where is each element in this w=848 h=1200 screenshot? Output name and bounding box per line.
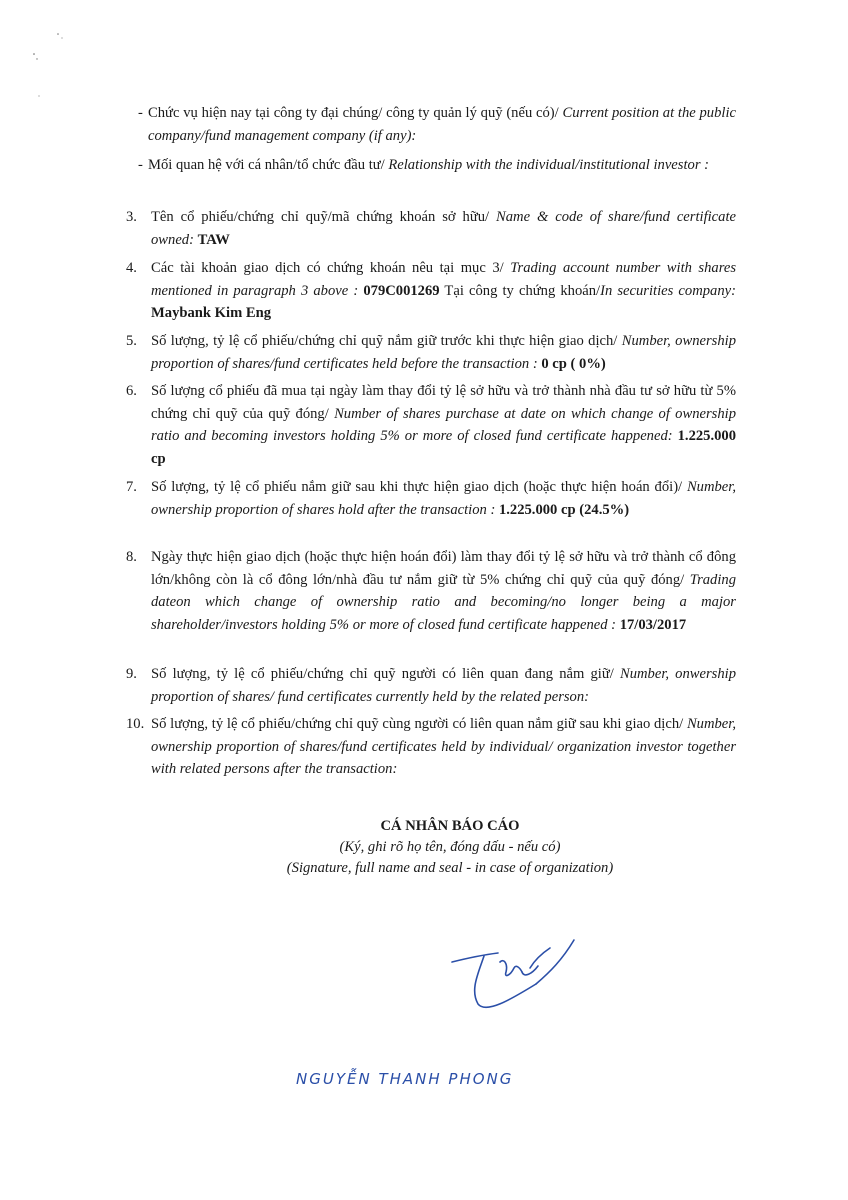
item-current-position-en: Current position at the public company/fund management company (if any): bbox=[148, 105, 736, 144]
item-4-en2: In securities company: bbox=[600, 282, 736, 299]
item-8-vn: Ngày thực hiện giao dịch (hoặc thực hiện hoán đổi) làm thay đổi tỷ lệ sở hữu và trở thành cổ đông lớn/không còn là cổ đông lớn/nhà đầu tư nắm giữ từ 5% chứng chỉ quỹ của quỹ đóng/ bbox=[151, 549, 736, 588]
item-5-number: 5. bbox=[126, 333, 137, 349]
handwritten-name-text: NGUYỄN THANH PHONG bbox=[296, 1070, 514, 1088]
item-7-vn: Số lượng, tỷ lệ cổ phiếu nắm giữ sau khi thực hiện giao dịch (hoặc thực hiện hoán đổi)/ bbox=[151, 479, 687, 495]
item-8-en: Trading dateon which change of ownership ratio and becoming/no longer being a major shareholder/investors holding 5% or more of closed fund certificate happened : bbox=[151, 571, 736, 633]
item-9 bbox=[126, 663, 736, 708]
item-9-en: Number, onwership proportion of shares/ fund certificates currently held by the related person: bbox=[151, 666, 736, 705]
item-10 bbox=[126, 713, 736, 781]
item-3-vn: Tên cổ phiếu/chứng chỉ quỹ/mã chứng khoán sở hữu/ bbox=[151, 209, 497, 225]
item-5 bbox=[126, 330, 736, 375]
item-6-en: Number of shares purchase at date on which change of ownership ratio and becoming investors holding 5% or more of closed fund certificate happened: bbox=[151, 405, 736, 444]
item-9-number: 9. bbox=[126, 666, 137, 682]
item-10-en: Number, ownership proportion of shares/fund certificates held by individual/ organization investor together with related persons after the transaction: bbox=[151, 716, 736, 777]
item-3-en: Name & code of share/fund certificate owned: bbox=[151, 209, 736, 248]
item-4-number: 4. bbox=[126, 260, 137, 276]
item-relationship-vn: Mối quan hệ với cá nhân/tổ chức đầu tư/ bbox=[148, 157, 389, 173]
signature-title: CÁ NHÂN BÁO CÁO bbox=[380, 818, 520, 834]
item-6-vn: Số lượng cổ phiếu đã mua tại ngày làm thay đổi tỷ lệ sở hữu và trở thành nhà đầu tư sở hữu từ 5% chứng chỉ quỹ của quỹ đóng/ bbox=[151, 383, 736, 422]
item-6-number: 6. bbox=[126, 383, 137, 399]
item-relationship-en: Relationship with the individual/institutional investor : bbox=[388, 157, 710, 173]
item-current-position-vn: Chức vụ hiện nay tại công ty đại chúng/ công ty quản lý quỹ (nếu có)/ bbox=[148, 105, 563, 121]
signature-block bbox=[230, 816, 670, 879]
item-7 bbox=[126, 476, 736, 521]
item-5-vn: Số lượng, tỷ lệ cổ phiếu/chứng chỉ quỹ nắm giữ trước khi thực hiện giao dịch/ bbox=[151, 333, 622, 349]
item-4 bbox=[126, 257, 736, 325]
item-4-company: Maybank Kim Eng bbox=[151, 305, 272, 321]
signature-note-en: (Signature, full name and seal - in case of organization) bbox=[286, 860, 614, 876]
item-3-number: 3. bbox=[126, 209, 137, 225]
item-3-value: TAW bbox=[197, 231, 230, 248]
item-6-value: 1.225.000 cp bbox=[151, 428, 736, 467]
signature-note-vn: (Ký, ghi rõ họ tên, đóng dấu - nếu có) bbox=[339, 839, 561, 855]
item-4-account: 079C001269 bbox=[363, 282, 440, 299]
item-8-number: 8. bbox=[126, 549, 137, 565]
item-6 bbox=[126, 380, 736, 470]
item-relationship: - Mối quan hệ với cá nhân/tổ chức đầu tư/ Relationship with the individual/institutional investor : bbox=[138, 157, 710, 173]
item-current-position: - Chức vụ hiện nay tại công ty đại chúng/ công ty quản lý quỹ (nếu có)/ Current position at the public company/fund management company (if any): bbox=[138, 105, 736, 144]
item-10-number: 10. bbox=[126, 716, 145, 732]
item-10-vn: Số lượng, tỷ lệ cổ phiếu/chứng chỉ quỹ cùng người có liên quan nắm giữ sau khi giao dịch/ bbox=[151, 716, 687, 732]
handwritten-signature bbox=[440, 928, 600, 1018]
item-7-en: Number, ownership proportion of shares hold after the transaction : bbox=[151, 479, 736, 518]
item-4-vn: Các tài khoản giao dịch có chứng khoán nêu tại mục 3/ bbox=[151, 260, 511, 276]
item-8 bbox=[126, 546, 736, 636]
handwritten-name bbox=[292, 1058, 572, 1098]
item-3 bbox=[126, 206, 736, 251]
item-4-vn2: Tại công ty chứng khoán/ bbox=[439, 282, 601, 299]
item-4-en: Trading account number with shares mentioned in paragraph 3 above : bbox=[151, 260, 736, 299]
item-8-date: 17/03/2017 bbox=[619, 616, 687, 633]
item-5-en: Number, ownership proportion of shares/fund certificates held before the transaction : bbox=[151, 333, 736, 372]
item-5-value: 0 cp ( 0%) bbox=[541, 355, 606, 372]
item-7-value: 1.225.000 cp (24.5%) bbox=[498, 501, 630, 518]
item-9-vn: Số lượng, tỷ lệ cổ phiếu/chứng chỉ quỹ người có liên quan đang nắm giữ/ bbox=[151, 666, 620, 682]
scan-specks bbox=[28, 28, 68, 108]
item-7-number: 7. bbox=[126, 479, 137, 495]
